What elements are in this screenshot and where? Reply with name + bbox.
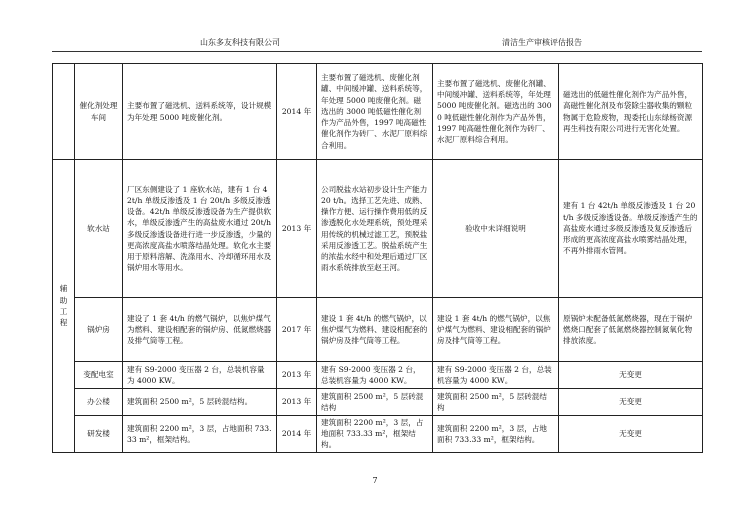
table-row bbox=[53, 362, 703, 389]
current-content: 无变更 bbox=[559, 389, 703, 416]
original-content: 主要布置了磁选机、送料系统等，设计规模为年处理 5000 吨废催化剂。 bbox=[123, 64, 277, 160]
original-content: 建筑面积 2500 m²，5 层砖混结构。 bbox=[123, 389, 277, 416]
actual-content: 主要布置了磁选机、废催化剂罐、中间缓冲罐、送料系统等，年处理 5000 吨废催化剂。磁选出的 3000 吨低磁性催化剂作为产品外售，1997 吨高磁性催化剂作为砖厂、水泥厂原料综合利用。 bbox=[317, 64, 433, 160]
row-name: 软水站 bbox=[75, 160, 123, 298]
acceptance-content: 建有 S9-2000 变压器 2 台，总装机容量为 4000 KW。 bbox=[433, 362, 559, 389]
acceptance-content: 建筑面积 2500 m²，5 层砖混结构 bbox=[433, 389, 559, 416]
actual-content: 建有 S9-2000 变压器 2 台，总装机容量为 4000 KW。 bbox=[317, 362, 433, 389]
original-content: 建设了 1 套 4t/h 的燃气锅炉，以焦炉煤气为燃料、建设相配套的锅炉房、低氮燃烧器及排气筒等工程。 bbox=[123, 298, 277, 362]
table-row bbox=[53, 416, 703, 453]
header-rule bbox=[52, 51, 702, 52]
project-table bbox=[52, 63, 703, 453]
row-name: 办公楼 bbox=[75, 389, 123, 416]
actual-content: 建筑面积 2500 m²，5 层砖混结构 bbox=[317, 389, 433, 416]
table-row bbox=[53, 64, 703, 160]
actual-content: 建筑面积 2200 m²，3 层，占地面积 733.33 m²，框架结构。 bbox=[317, 416, 433, 453]
year-cell: 2013 年 bbox=[277, 389, 317, 416]
original-content: 厂区东侧建设了 1 座软水站，建有 1 台 42t/h 单级反渗透及 1 台 20t/h 多级反渗透设备。42t/h 单级反渗透设备为生产提供软水，单级反渗透产生的高盐废水通过 20t/h 多级反渗透设备进行进一步反渗透，少量的更高浓度高盐水喷落结晶处理。软化水主要用于原料溶解、洗涤用水、冷却循环用水及锅炉用水等用水。 bbox=[123, 160, 277, 298]
header-company: 山东多友科技有限公司 bbox=[200, 38, 280, 47]
row-name: 催化剂处理车间 bbox=[75, 64, 123, 160]
current-content: 无变更 bbox=[559, 416, 703, 453]
year-cell: 2013 年 bbox=[277, 362, 317, 389]
table-row bbox=[53, 160, 703, 298]
acceptance-content: 建设 1 套 4t/h 的燃气锅炉，以焦炉煤气为燃料、建设相配套的锅炉房及排气筒等工程。 bbox=[433, 298, 559, 362]
current-content: 磁选出的低磁性催化剂作为产品外售，高磁性催化剂及布袋除尘器收集的颗粒物属于危险废物，现委托山东绿杨资源再生科技有限公司进行无害化处置。 bbox=[559, 64, 703, 160]
year-cell: 2014 年 bbox=[277, 64, 317, 160]
category-cell: 辅助工程 bbox=[53, 160, 75, 453]
original-content: 建有 S9-2000 变压器 2 台，总装机容量为 4000 KW。 bbox=[123, 362, 277, 389]
acceptance-content: 主要布置了磁选机、废催化剂罐、中间缓冲罐、送料系统等，年处理 5000 吨废催化剂。磁选出的 3000 吨低磁性催化剂作为产品外售，1997 吨高磁性催化剂作为砖厂、水泥厂原料综合利用。 bbox=[433, 64, 559, 160]
year-cell: 2017 年 bbox=[277, 298, 317, 362]
original-content: 建筑面积 2200 m²，3 层，占地面积 733.33 m²，框架结构。 bbox=[123, 416, 277, 453]
current-content: 原锅炉未配备低氮燃烧器，现在于锅炉燃烧口配套了低氮燃烧器控制氮氧化物排放浓度。 bbox=[559, 298, 703, 362]
page-number: 7 bbox=[372, 476, 378, 485]
current-content: 无变更 bbox=[559, 362, 703, 389]
actual-content: 建设 1 套 4t/h 的燃气锅炉，以焦炉煤气为燃料、建设相配套的锅炉房及排气筒等工程。 bbox=[317, 298, 433, 362]
row-name: 变配电室 bbox=[75, 362, 123, 389]
acceptance-content: 验收中未详细说明 bbox=[433, 160, 559, 298]
table-row bbox=[53, 298, 703, 362]
row-name: 研发楼 bbox=[75, 416, 123, 453]
year-cell: 2013 年 bbox=[277, 160, 317, 298]
page-header bbox=[52, 36, 702, 50]
row-name: 锅炉房 bbox=[75, 298, 123, 362]
table-row bbox=[53, 389, 703, 416]
acceptance-content: 建筑面积 2200 m²，3 层，占地面积 733.33 m²，框架结构。 bbox=[433, 416, 559, 453]
category-cell-empty bbox=[53, 64, 75, 160]
header-report-title: 清洁生产审核评估报告 bbox=[502, 38, 582, 47]
year-cell: 2014 年 bbox=[277, 416, 317, 453]
current-content: 建有 1 台 42t/h 单级反渗透及 1 台 20t/h 多级反渗透设备。单级反渗透产生的高盐废水通过多级反渗透及复反渗透后形成的更高浓度高盐水喷雾结晶处理，不再外排雨水管网。 bbox=[559, 160, 703, 298]
actual-content: 公司脱盐水站初步设计生产能力 20 t/h。选择工艺先进、成熟、操作方便、运行操作费用低的反渗透脱化水处理系统，预处理采用传统的机械过滤工艺，预脱盐采用反渗透工艺。脱盐系统产生的浓盐水经中和处理后通过厂区雨水系统排放至赵王河。 bbox=[317, 160, 433, 298]
